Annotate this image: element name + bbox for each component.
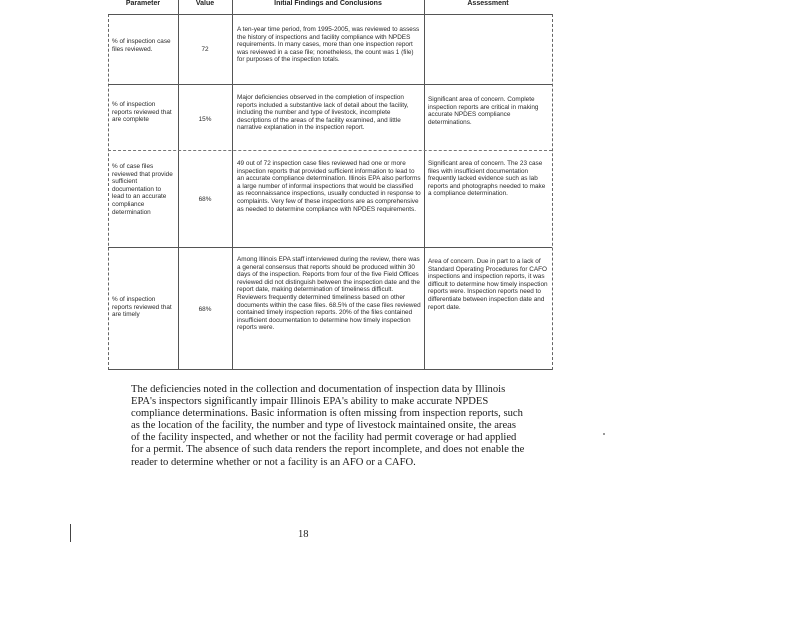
row4-findings: Among Illinois EPA staff interviewed during the review, there was a general consensus that reports should be produced within 30 days of the inspection. Reports from four of the five Field Offices reviewed did not distinguish between the inspection date and the report date, making determination of timeliness difficult. Reviewers frequently determined timeliness based on other documents within the case files. 68.5% of the case files reviewed contained timely inspection reports. 20% of the files contained insufficient documentation to determine how timely inspection reports were.: [237, 256, 421, 332]
header-assessment: Assessment: [467, 0, 509, 7]
row3-assessment: Significant area of concern. The 23 case files with insufficient documentation frequently lacked evidence such as lab reports and photographs needed to make a compliance determination.: [428, 160, 546, 198]
header-findings: Initial Findings and Conclusions: [274, 0, 382, 7]
row2-findings: Major deficiencies observed in the completion of inspection reports included a substantive lack of detail about the facility, including the number and type of livestock, incomplete descriptions of the areas of the facility examined, and little narrative explanation in the inspection report.: [237, 94, 409, 132]
row4-parameter: % of inspection reports reviewed that are timely: [112, 296, 172, 319]
row3-findings: 49 out of 72 inspection case files reviewed had one or more inspection reports that provided sufficient information to lead to an accurate compliance determination. Illinois EPA also performs a large number of informal inspections that would be classified as reconnaissance inspections, usually conducted in response to complaints. Very few of these inspections are as comprehensive as needed to determine compliance with NPDES requirements.: [237, 160, 421, 213]
scan-speck: [603, 433, 605, 435]
column-divider: [178, 0, 179, 370]
row-rule-dashed: [108, 150, 552, 151]
row1-findings: A ten-year time period, from 1995-2005, was reviewed to assess the history of inspections and facility compliance with NPDES requirements. In many cases, more than one inspection report was reviewed in a case file; nonetheless, the count was 1 (file) for purposes of the inspection totals.: [237, 26, 420, 64]
row1-value: 72: [201, 46, 209, 53]
row1-parameter: % of inspection case files reviewed.: [112, 38, 171, 53]
row2-assessment: Significant area of concern. Complete inspection reports are critical in making accurate NPDES compliance determinations.: [428, 96, 539, 126]
table-bottom-rule: [108, 369, 552, 370]
row-rule: [108, 84, 552, 85]
header-value: Value: [195, 0, 215, 7]
body-paragraph: The deficiencies noted in the collection and documentation of inspection data by Illinois EPA's inspectors significantly impair Illinois EPA's ability to make accurate NPDES compliance determinations. Basic information is often missing from inspection reports, such as the location of the facility, the number and type of livestock maintained onsite, the areas of the facility inspected, and whether or not the facility had permit coverage or had applied for a permit. The absence of such data renders the report incomplete, and does not enable the reader to determine whether or not a facility is an AFO or a CAFO.: [131, 384, 525, 468]
header-rule: [108, 14, 552, 15]
table-right-edge: [552, 14, 553, 370]
row4-assessment: Area of concern. Due in part to a lack of Standard Operating Procedures for CAFO inspections and inspection reports, it was difficult to determine how timely inspection reports were. Inspection reports need to differentiate between inspection date and report date.: [428, 258, 548, 311]
row4-value: 68%: [198, 306, 212, 313]
row1-assessment: [428, 26, 548, 82]
column-divider: [424, 0, 425, 370]
row2-parameter: % of inspection reports reviewed that are complete: [112, 101, 172, 124]
row3-parameter: % of case files reviewed that provide sufficient documentation to lead to an accurate compliance determination: [112, 163, 173, 216]
row-rule: [108, 247, 552, 248]
header-parameter: Parameter: [125, 0, 161, 7]
column-divider: [232, 0, 233, 370]
page-number: 18: [298, 529, 309, 540]
margin-change-bar: [70, 524, 71, 542]
row2-value: 15%: [198, 116, 212, 123]
findings-table: [108, 0, 552, 370]
row3-value: 68%: [198, 196, 212, 203]
table-left-edge: [108, 14, 109, 370]
